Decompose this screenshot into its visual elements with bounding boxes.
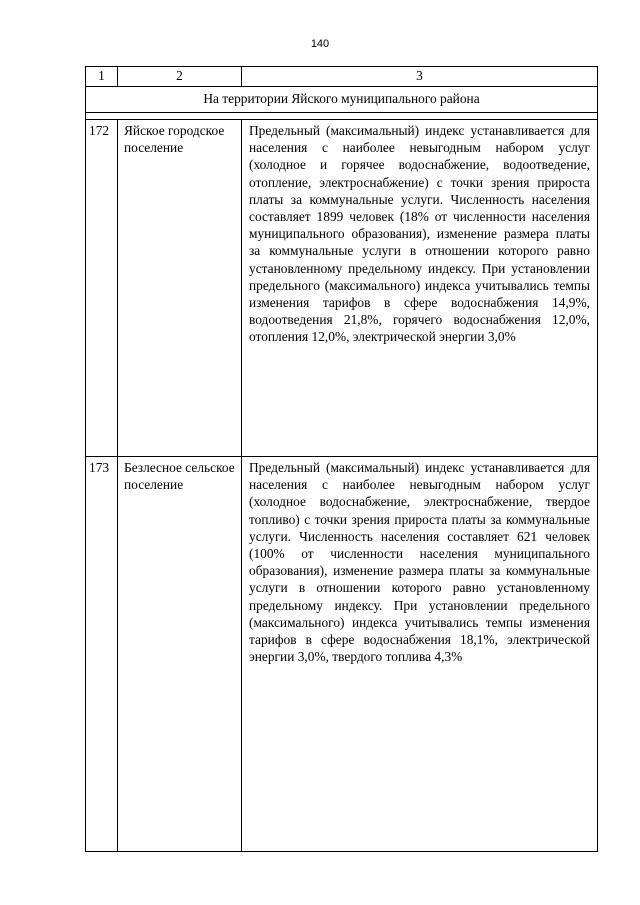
row-number: 172: [86, 120, 118, 457]
table-header-row: [86, 67, 598, 87]
header-col-3: 3: [242, 67, 598, 87]
page-number: 140: [310, 38, 330, 50]
table-row: [86, 457, 598, 852]
document-table: [85, 66, 598, 852]
spacer-cell: [86, 113, 598, 120]
row-number: 173: [86, 457, 118, 852]
table-row: [86, 120, 598, 457]
header-col-2: 2: [118, 67, 242, 87]
section-title: На территории Яйского муниципального района: [86, 87, 598, 113]
header-col-1: 1: [86, 67, 118, 87]
row-description: Предельный (максимальный) индекс устанавливается для населения с наиболее невыгодным набором услуг (холодное и горячее водоснабжение, водоотведение, отопление, электроснабжение) с точки зрения прироста платы за коммунальные услуги. Численность населения составляет 1899 человек (18% от численности населения муниципального образования), изменение размера платы за коммунальные услуги в отношении которого равно установленному предельному индексу. При установлении предельного (максимального) индекса учитывались темпы изменения тарифов в сфере водоснабжения 14,9%, водоотведения 21,8%, горячего водоснабжения 12,0%, отопления 12,0%, электрической энергии 3,0%: [242, 120, 598, 457]
settlement-name: Яйское городское поселение: [118, 120, 242, 457]
row-description: Предельный (максимальный) индекс устанавливается для населения с наиболее невыгодным набором услуг (холодное водоснабжение, электроснабжение, твердое топливо) с точки зрения прироста платы за коммунальные услуги. Численность населения составляет 621 человек (100% от численности населения муниципального образования), изменение размера платы за коммунальные услуги в отношении которого равно установленному предельному индексу. При установлении предельного (максимального) индекса учитывались темпы изменения тарифов в сфере водоснабжения 18,1%, электрической энергии 3,0%, твердого топлива 4,3%: [242, 457, 598, 852]
settlement-name: Безлесное сельское поселение: [118, 457, 242, 852]
section-title-row: [86, 87, 598, 113]
spacer-row: [86, 113, 598, 120]
